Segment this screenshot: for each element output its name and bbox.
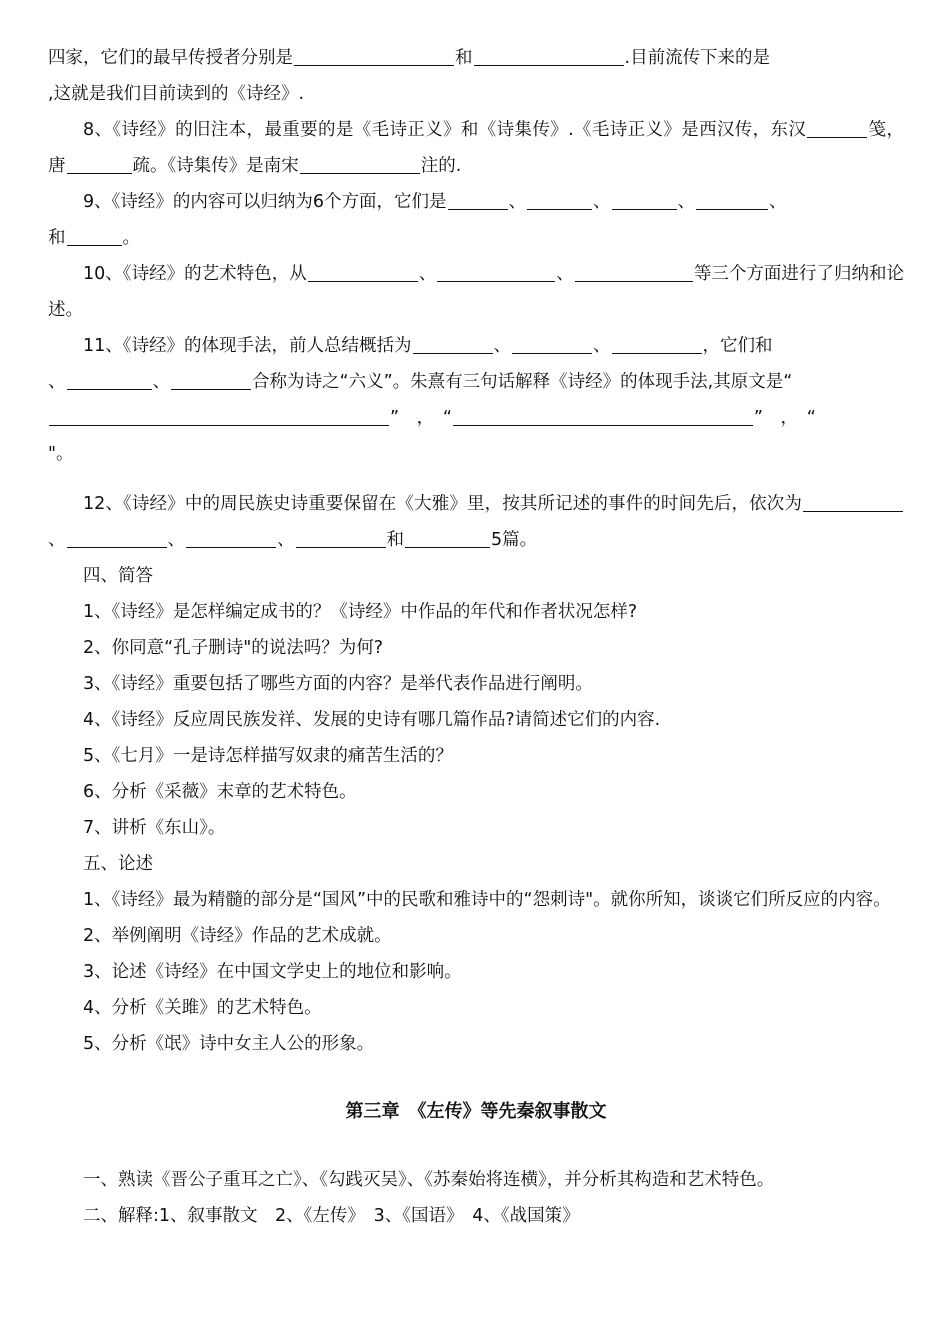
answer-blank[interactable] bbox=[171, 371, 251, 390]
text-segment: 疏。《诗集传》是南宋 bbox=[132, 156, 299, 176]
chapter-title: 第三章 《左传》等先秦叙事散文 bbox=[345, 1101, 607, 1122]
text-segment: ,这就是我们目前读到的《诗经》. bbox=[48, 84, 305, 104]
text-segment: ，它们和 bbox=[702, 336, 773, 356]
text-segment: 8、《诗经》的旧注本，最重要的是《毛诗正义》和《诗集传》.《毛诗正义》是西汉传，东汉 bbox=[83, 120, 807, 140]
separator: 、 bbox=[48, 372, 66, 392]
text-segment: 笺，唐 bbox=[48, 120, 904, 176]
essay-item: 4、分析《关雎》的艺术特色。 bbox=[83, 998, 322, 1018]
document-page bbox=[48, 40, 904, 1234]
separator: 、 bbox=[593, 336, 611, 356]
answer-blank[interactable] bbox=[308, 263, 418, 282]
answer-blank[interactable] bbox=[413, 335, 493, 354]
answer-blank[interactable] bbox=[300, 155, 420, 174]
answer-blank[interactable] bbox=[448, 191, 508, 210]
separator: ， bbox=[416, 408, 426, 428]
essay-item: 3、论述《诗经》在中国文学史上的地位和影响。 bbox=[83, 962, 462, 982]
answer-blank[interactable] bbox=[67, 227, 122, 246]
section-4-heading: 四、简答 bbox=[83, 566, 153, 586]
separator: 、 bbox=[508, 192, 527, 212]
essay-item: 5、分析《氓》诗中女主人公的形象。 bbox=[83, 1034, 375, 1054]
separator: 、 bbox=[593, 192, 611, 212]
chapter-item: 二、解释:1、叙事散文 2、《左传》 3、《国语》 4、《战国策》 bbox=[83, 1206, 580, 1226]
text-segment: 注的. bbox=[420, 156, 462, 176]
text-segment: "。 bbox=[48, 444, 74, 464]
text-segment: 和 bbox=[386, 530, 404, 550]
essay-item: 1、《诗经》最为精髓的部分是“国风”中的民歌和雅诗中的“怨刺诗"。就你所知，谈谈它们所反应的内容。 bbox=[83, 890, 891, 910]
question-8 bbox=[48, 112, 904, 184]
answer-blank[interactable] bbox=[294, 47, 454, 66]
answer-blank[interactable] bbox=[67, 371, 152, 390]
answer-blank[interactable] bbox=[474, 47, 624, 66]
text-segment: 5篇。 bbox=[491, 530, 538, 550]
question-12 bbox=[48, 486, 904, 558]
quote-mark: ” bbox=[753, 408, 763, 428]
answer-blank[interactable] bbox=[296, 529, 386, 548]
short-answer-item: 7、讲析《东山》。 bbox=[83, 818, 226, 838]
section-5-heading: 五、论述 bbox=[83, 854, 153, 874]
chapter-item: 一、熟读《晋公子重耳之亡》、《勾践灭吴》、《苏秦始将连横》，并分析其构造和艺术特色。 bbox=[83, 1170, 775, 1190]
answer-blank[interactable] bbox=[405, 529, 490, 548]
question-9 bbox=[48, 184, 904, 256]
separator: 、 bbox=[277, 530, 295, 550]
text-segment: 。 bbox=[122, 228, 140, 248]
answer-blank[interactable] bbox=[575, 263, 693, 282]
answer-blank[interactable] bbox=[453, 407, 753, 426]
text-segment: 合称为诗之“六义”。朱熹有三句话解释《诗经》的体现手法,其原文是“ bbox=[252, 372, 793, 392]
text-segment: 9、《诗经》的内容可以归纳为6个方面，它们是 bbox=[83, 192, 447, 212]
question-7-continuation bbox=[48, 40, 904, 112]
short-answer-item: 6、分析《采薇》末章的艺术特色。 bbox=[83, 782, 357, 802]
short-answer-item: 2、你同意“孔子删诗"的说法吗？为何? bbox=[83, 638, 384, 658]
question-11 bbox=[48, 328, 904, 472]
separator: 、 bbox=[48, 530, 66, 550]
answer-blank[interactable] bbox=[67, 155, 132, 174]
answer-blank[interactable] bbox=[803, 493, 903, 512]
text-segment: 11、《诗经》的体现手法，前人总结概括为 bbox=[83, 336, 412, 356]
short-answer-item: 5、《七月》一是诗怎样描写奴隶的痛苦生活的？ bbox=[83, 746, 453, 766]
text-segment: .目前流传下来的是 bbox=[624, 48, 771, 68]
text-segment: 等三个方面进行了归纳和论述。 bbox=[48, 264, 905, 320]
answer-blank[interactable] bbox=[67, 529, 167, 548]
quote-mark: “ bbox=[806, 408, 816, 428]
quote-mark: ” bbox=[390, 408, 400, 428]
short-answer-item: 3、《诗经》重要包括了哪些方面的内容？是举代表作品进行阐明。 bbox=[83, 674, 593, 694]
text-segment: 10、《诗经》的艺术特色，从 bbox=[83, 264, 307, 284]
answer-blank[interactable] bbox=[49, 407, 389, 426]
text-segment: 和 bbox=[455, 48, 473, 68]
text-segment: 12、《诗经》中的周民族史诗重要保留在《大雅》里，按其所记述的事件的时间先后，依次为 bbox=[83, 494, 802, 514]
answer-blank[interactable] bbox=[437, 263, 555, 282]
short-answer-item: 4、《诗经》反应周民族发祥、发展的史诗有哪几篇作品?请简述它们的内容. bbox=[83, 710, 661, 730]
answer-blank[interactable] bbox=[512, 335, 592, 354]
answer-blank[interactable] bbox=[527, 191, 592, 210]
answer-blank[interactable] bbox=[612, 335, 702, 354]
question-10 bbox=[48, 256, 904, 328]
answer-blank[interactable] bbox=[612, 191, 677, 210]
separator: ， bbox=[780, 408, 790, 428]
answer-blank[interactable] bbox=[696, 191, 768, 210]
separator: 、 bbox=[167, 530, 185, 550]
separator: 、 bbox=[152, 372, 170, 392]
text-segment: 和 bbox=[48, 228, 66, 248]
short-answer-item: 1、《诗经》是怎样编定成书的？《诗经》中作品的年代和作者状况怎样? bbox=[83, 602, 638, 622]
separator: 、 bbox=[556, 264, 574, 284]
separator: 、 bbox=[769, 192, 787, 212]
answer-blank[interactable] bbox=[807, 119, 867, 138]
separator: 、 bbox=[493, 336, 512, 356]
essay-item: 2、举例阐明《诗经》作品的艺术成就。 bbox=[83, 926, 392, 946]
separator: 、 bbox=[677, 192, 696, 212]
separator: 、 bbox=[418, 264, 437, 284]
text-segment: 四家，它们的最早传授者分别是 bbox=[48, 48, 293, 68]
answer-blank[interactable] bbox=[186, 529, 276, 548]
quote-mark: “ bbox=[442, 408, 452, 428]
